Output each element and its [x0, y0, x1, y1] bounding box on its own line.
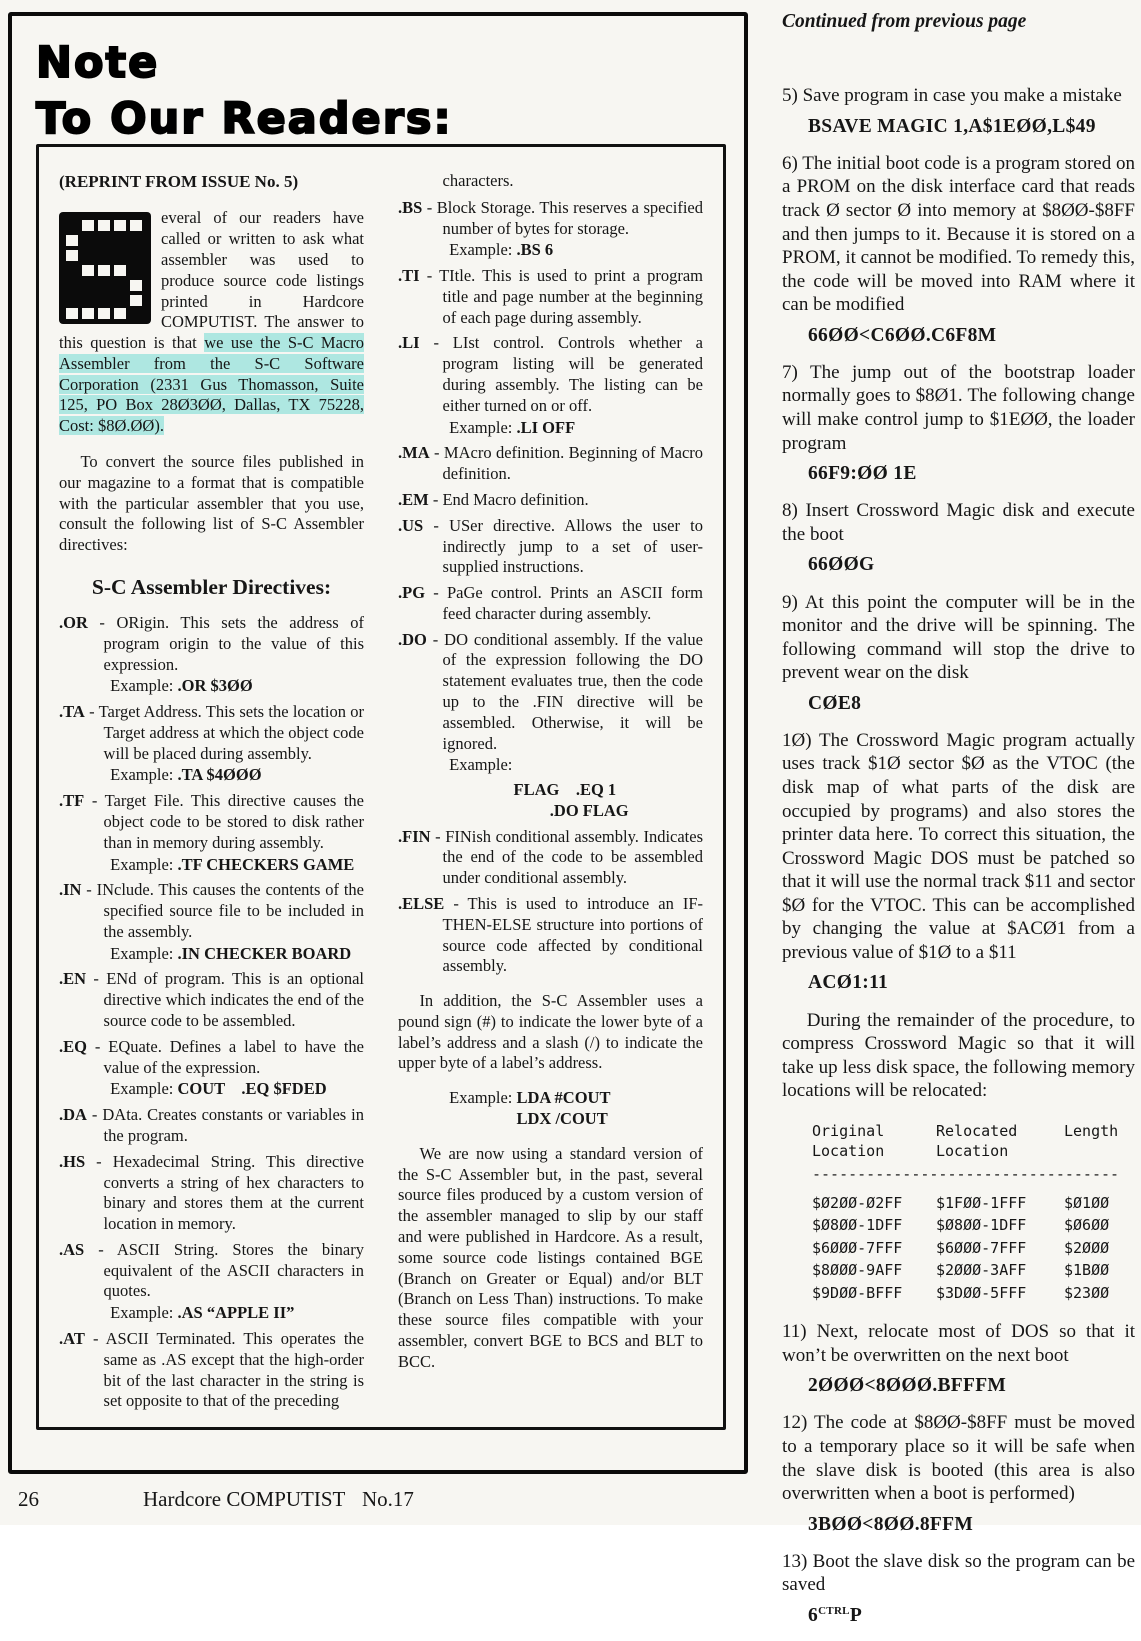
step-text: The jump out of the bootstrap loader normally goes to $8Ø1. The following change will make control jump to $1EØØ, the loader program: [782, 361, 1135, 454]
magazine-title: Hardcore COMPUTIST: [143, 1487, 346, 1511]
directive-ti: [398, 266, 703, 328]
col-header: Location: [936, 1141, 1009, 1160]
directive-name: .MA: [398, 443, 430, 463]
directive-hs: [59, 1152, 364, 1235]
directive-name: .PG: [398, 583, 426, 603]
cell-original: $Ø8ØØ-1DFF: [812, 1216, 903, 1235]
directive-name: .US: [398, 515, 424, 535]
directive-desc: - ASCII Terminated. This operates the same as .AS except that the high-order bit of the last character in the string is set opposite to that of the preceding: [92, 1328, 365, 1411]
step-6-code: 66ØØ<C6ØØ.C6F8M: [808, 324, 997, 346]
directive-pg: [398, 583, 703, 625]
example-code: .LI OFF: [516, 417, 576, 437]
cell-length: $23ØØ: [1064, 1283, 1110, 1302]
directive-do: [398, 630, 703, 822]
example-code-line: LDX /COUT: [516, 1109, 608, 1129]
page-number: 26: [18, 1487, 39, 1511]
cell-length: $1BØØ: [1064, 1261, 1110, 1280]
example-label: Example:: [449, 755, 513, 775]
directive-em: [398, 490, 703, 511]
directive-desc: - DAta. Creates constants or variables in the program.: [91, 1105, 364, 1145]
example-label: Example:: [110, 943, 174, 963]
directive-in: [59, 880, 364, 964]
example-code: COUT .EQ $FDED: [177, 1079, 327, 1099]
step-text: Boot the slave disk so the program can be saved: [782, 1550, 1135, 1596]
directive-desc: - Target Address. This sets the location or Target address at which the object code will be placed during assembly.: [89, 702, 364, 763]
note-column-1: [59, 171, 364, 1411]
table-divider: ----------------------------------: [812, 1165, 1120, 1184]
step-13-code: [808, 1604, 1135, 1628]
cell-relocated: $2ØØØ-3AFF: [936, 1261, 1027, 1280]
step-11: [782, 1320, 1135, 1398]
directive-desc: - PaGe control. Prints an ASCII form feed character during assembly.: [433, 583, 703, 623]
example-label: Example:: [110, 1079, 174, 1099]
closing-paragraph: We are now using a standard version of the S-C Assembler but, in the past, several source files produced by a custom version of the assembler managed to slip by our staff and were published in Hardcore. As a result, some source code listings contained BGE (Branch on Greater or Equal) and/or BLT (Branch on Less Than) instructions. To make these source files compatible with your assembler, convert BGE to BCS and BLT to BCC.: [398, 1143, 703, 1371]
example-label: Example:: [449, 1088, 513, 1108]
step-text: The initial boot code is a program stored on a PROM on the disk interface card that reads track Ø sector Ø into memory at $8ØØ-$8FF and then jumps to it. Because it is stored on a PROM, it cannot be modified. To remedy this, the code will be moved into RAM where it can be modified: [782, 152, 1135, 316]
directive-at: [59, 1329, 364, 1412]
step-9-code: CØE8: [808, 692, 862, 714]
directive-name: .AT: [59, 1328, 85, 1348]
directive-name: .TI: [398, 266, 420, 286]
directive-name: .TA: [59, 702, 85, 722]
directive-desc: - Target File. This directive causes the object code to be stored to disk rather than in memory during assembly.: [91, 791, 364, 852]
example-label: Example:: [110, 854, 174, 874]
directive-fin: [398, 827, 703, 889]
directive-name: .ELSE: [398, 894, 445, 913]
directive-ta: [59, 702, 364, 786]
example-label: Example:: [110, 676, 174, 696]
step-number: 11): [782, 1321, 807, 1343]
step-number: 8): [782, 500, 798, 522]
directive-desc: - INclude. This causes the contents of the specified source file to be included in the assembly.: [86, 880, 364, 941]
step-text: Save program in case you make a mistake: [802, 85, 1122, 107]
step-text: Next, relocate most of DOS so that it won’t be overwritten on the next boot: [782, 1321, 1136, 1366]
cell-original: $6ØØØ-7FFF: [812, 1238, 903, 1257]
step-text: At this point the computer will be in the monitor and the drive will be spinning. The following command will stop the drive to prevent wear on the disk: [782, 591, 1135, 684]
addition-paragraph: In addition, the S-C Assembler uses a pound sign (#) to indicate the lower byte of a label’s address and a slash (/) to indicate the upper byte of a label’s address.: [398, 991, 703, 1073]
directive-name: .HS: [59, 1151, 86, 1171]
cell-original: $8ØØØ-9AFF: [812, 1261, 903, 1280]
cell-length: $2ØØØ: [1064, 1238, 1110, 1257]
directive-da: [59, 1105, 364, 1147]
directive-else: [398, 894, 703, 977]
cell-original: $Ø2ØØ-Ø2FF: [812, 1193, 903, 1212]
directive-desc: - TItle. This is used to print a program title and page number at the beginning of each page during assembly.: [426, 266, 703, 327]
directive-desc: - ORigin. This sets the address of program origin to the value of this expression.: [99, 612, 365, 674]
continued-article: [782, 10, 1135, 1641]
directive-desc: - Block Storage. This reserves a specified number of bytes for storage.: [426, 197, 703, 238]
code-base: 6: [808, 1604, 819, 1626]
step-6: [782, 152, 1135, 348]
table-header: [812, 1121, 1124, 1162]
directive-us: [398, 516, 703, 578]
intro-text: everal of our readers have called or written to ask what assembler was used to produce source code listings printed in Hardcore COMPUTIST. The answer to this question is that: [59, 208, 364, 353]
lda-example: [449, 1088, 703, 1130]
col-header: Original: [812, 1121, 885, 1140]
directive-desc: - USer directive. Allows the user to indirectly jump to a set of user-supplied instructions.: [433, 515, 703, 577]
directive-li: [398, 333, 703, 438]
step-7-code: 66F9:ØØ 1E: [808, 463, 917, 485]
directives-heading: S-C Assembler Directives:: [91, 574, 332, 599]
title-line-1: Note: [36, 38, 160, 88]
directive-desc: - LIst control. Controls whether a program listing will be generated during assembly. The listing can be either turned on or off.: [433, 333, 704, 415]
cell-relocated: $Ø8ØØ-1DFF: [936, 1216, 1027, 1235]
table-row: [812, 1282, 1124, 1305]
directive-desc: - ASCII String. Stores the binary equivalent of the ASCII characters in quotes.: [98, 1239, 364, 1301]
directive-bs: [398, 198, 703, 261]
step-12-code: 3BØØ<8ØØ.8FFM: [808, 1513, 974, 1535]
directive-name: .IN: [59, 880, 82, 900]
directive-desc: - Hexadecimal String. This directive converts a string of hex characters to binary and stores them at the current location in memory.: [96, 1151, 365, 1234]
continuation-word: characters.: [442, 171, 514, 190]
step-number: 1Ø): [782, 729, 812, 751]
directive-name: .EQ: [59, 1036, 87, 1056]
dropcap-s-icon: [59, 212, 151, 330]
table-row: [812, 1214, 1124, 1237]
directive-en: [59, 969, 364, 1031]
reprint-note: (REPRINT FROM ISSUE No. 5): [59, 172, 299, 191]
example-code-line: FLAG .EQ 1: [513, 780, 617, 800]
step-number: 12): [782, 1412, 808, 1434]
step-number: 9): [782, 591, 798, 613]
example-code-line: .DO FLAG: [549, 800, 629, 820]
example-label: Example:: [110, 1303, 174, 1323]
example-code: .TF CHECKERS GAME: [177, 854, 355, 874]
directive-desc: - DO conditional assembly. If the value of the expression following the DO statement evaluates true, then the code up to the .FIN directive will be assembled. Otherwise, it will be ignored.: [432, 629, 703, 753]
cell-length: $Ø1ØØ: [1064, 1193, 1110, 1212]
intro-paragraph: [59, 208, 364, 437]
step-11-code: 2ØØØ<8ØØØ.BFFFM: [808, 1375, 1007, 1397]
directive-name: .TF: [59, 791, 85, 811]
note-article-box: [36, 144, 726, 1430]
directive-name: .DO: [398, 629, 427, 649]
ctrl-superscript: CTRL: [818, 1604, 850, 1617]
table-row: [812, 1192, 1124, 1215]
table-row: [812, 1259, 1124, 1282]
code-end: P: [849, 1604, 863, 1626]
step-text: The code at $8ØØ-$8FF must be moved to a temporary place so it will be safe when the slave disk is booted (this area is also overwritten when a boot is performed): [782, 1412, 1135, 1505]
directive-name: .DA: [59, 1105, 87, 1125]
step-number: 5): [782, 85, 798, 107]
directive-name: .EM: [398, 489, 429, 509]
example-label: Example:: [449, 240, 513, 260]
example-code-line: LDA #COUT: [516, 1088, 611, 1108]
directive-desc: - This is used to introduce an IF-THEN-ELSE structure into portions of source code affected by conditional assembly.: [442, 894, 703, 976]
article-title: [36, 36, 453, 148]
example-code: .IN CHECKER BOARD: [177, 943, 352, 963]
directive-desc: - End Macro definition.: [432, 489, 589, 509]
cell-relocated: $6ØØØ-7FFF: [936, 1238, 1027, 1257]
cell-original: $9DØØ-BFFF: [812, 1283, 903, 1302]
directive-ma: [398, 443, 703, 485]
directive-eq: [59, 1037, 364, 1100]
example-label: Example:: [449, 417, 513, 437]
step-10: [782, 729, 1135, 996]
directive-name: .LI: [398, 333, 420, 353]
table-row: [812, 1237, 1124, 1260]
note-article-border: [8, 12, 748, 1474]
title-line-2: To Our Readers:: [36, 93, 453, 144]
step-10-code: ACØ1:11: [808, 972, 889, 994]
step-12: [782, 1411, 1135, 1536]
example-code: .AS “APPLE II”: [177, 1303, 295, 1323]
step-7: [782, 361, 1135, 486]
step-5: [782, 84, 1135, 139]
note-column-2: [398, 171, 703, 1411]
highlighted-text: we use the S-C Macro Assembler from the S-C Software Corporation (2331 Gus Thomasson, Suite 125, PO Box 28Ø3ØØ, Dallas, TX 75228, Cost: $8Ø.ØØ).: [59, 333, 364, 436]
step-9: [782, 591, 1135, 716]
step-number: 7): [782, 361, 798, 383]
step-text: Insert Crossword Magic disk and execute the boot: [782, 500, 1135, 545]
step-number: 13): [782, 1550, 808, 1572]
directive-name: .AS: [59, 1239, 85, 1259]
example-label: Example:: [110, 765, 174, 785]
step-13: [782, 1550, 1135, 1628]
directive-tf: [59, 791, 364, 875]
directive-name: .EN: [59, 969, 87, 989]
directive-as: [59, 1240, 364, 1324]
example-code: .OR $3ØØ: [177, 676, 253, 696]
memory-relocation-table: [812, 1121, 1124, 1305]
directive-desc: - FINish conditional assembly. Indicates the end of the code to be assembled under conditional assembly.: [435, 826, 703, 888]
cell-relocated: $1FØØ-1FFF: [936, 1193, 1027, 1212]
issue-number: No.17: [362, 1487, 414, 1511]
directive-desc: - EQuate. Defines a label to have the value of the expression.: [94, 1036, 365, 1077]
directive-desc: - MAcro definition. Beginning of Macro definition.: [434, 443, 704, 484]
col-header: Location: [812, 1141, 885, 1160]
directive-or: [59, 613, 364, 697]
cell-length: $Ø6ØØ: [1064, 1216, 1110, 1235]
step-8-code: 66ØØG: [808, 554, 875, 576]
directive-name: .FIN: [398, 826, 431, 846]
step-text: The Crossword Magic program actually uses track $1Ø sector $Ø as the VTOC (the disk map of what parts of the disk are occupied by programs) and also stores the printer data here. To correct this situation, the Crossword Magic DOS must be patched so that it will use the normal track $11 and sector $Ø for the VTOC. This can be accomplished by changing the value at $ACØ1 from a previous value of $1Ø to a $11: [782, 729, 1135, 963]
step-8: [782, 499, 1135, 577]
relocate-paragraph: During the remainder of the procedure, to compress Crossword Magic so that it will take up less disk space, the following memory locations will be relocated:: [782, 1009, 1135, 1102]
example-code: .BS 6: [516, 240, 554, 260]
continued-from-previous-page: Continued from previous page: [782, 11, 1027, 32]
cell-relocated: $3DØØ-5FFF: [936, 1283, 1027, 1302]
col-header: Relocated: [936, 1121, 1018, 1140]
step-number: 6): [782, 152, 798, 174]
convert-paragraph: To convert the source files published in our magazine to a format that is compatible with the particular assembler that you use, consult the following list of S-C Assembler directives:: [59, 452, 364, 555]
col-header: Length: [1064, 1121, 1119, 1140]
directive-desc: - ENd of program. This is an optional directive which indicates the end of the source code to be assembled.: [93, 969, 364, 1031]
step-5-code: BSAVE MAGIC 1,A$1EØØ,L$49: [808, 115, 1096, 137]
directive-name: .BS: [398, 197, 423, 217]
example-code: .TA $4ØØØ: [177, 765, 262, 785]
directive-name: .OR: [59, 612, 88, 632]
